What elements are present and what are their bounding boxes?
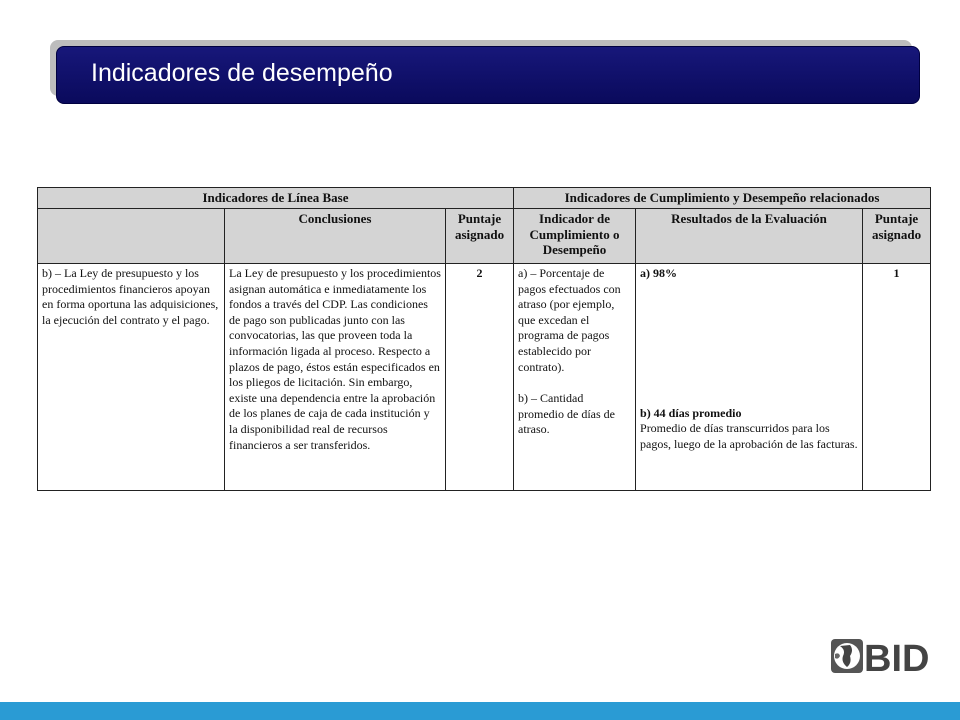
column-header-score-baseline: Puntaje asignado <box>446 209 514 264</box>
logo-text: BID <box>864 638 930 676</box>
slide-title: Indicadores de desempeño <box>91 59 393 87</box>
result-a-text: a) 98% <box>640 266 678 280</box>
cell-indicator <box>514 264 636 491</box>
table-group-header-row <box>38 188 931 209</box>
table-row <box>38 264 931 491</box>
group-header-performance: Indicadores de Cumplimiento y Desempeño relacionados <box>514 188 931 209</box>
bid-logo <box>830 636 930 676</box>
column-header-score-performance: Puntaje asignado <box>863 209 931 264</box>
result-b-title: b) 44 días promedio <box>640 405 742 420</box>
table-column-header-row <box>38 209 931 264</box>
globe-icon <box>831 639 863 673</box>
cell-baseline-indicator: b) – La Ley de presupuesto y los procedimientos financieros apoyan en forma oportuna las adquisiciones, la ejecución del contrato y el pago. <box>38 264 225 491</box>
cell-conclusions: La Ley de presupuesto y los procedimientos asignan automática e inmediatamente los fondos a través del CDP. Las condiciones de pago son publicadas junto con las convocatorias, las que proveen toda la información ligada al proceso. Respecto a plazos de pago, éstos están especificados en los pliegos de licitación. Sin embargo, existe una dependencia entre la aprobación de los planes de caja de cada institución y la disponibilidad real de recursos financieros a ser transferidos. <box>225 264 446 491</box>
column-header-results: Resultados de la Evaluación <box>636 209 863 264</box>
performance-indicators-table <box>37 187 931 491</box>
column-header-indicator: Indicador de Cumplimiento o Desempeño <box>514 209 636 264</box>
title-bar <box>56 46 920 104</box>
indicator-a-text: a) – Porcentaje de pagos efectuados con atraso (por ejemplo, que excedan el programa de pagos establecido por contrato). <box>518 266 621 374</box>
group-header-baseline: Indicadores de Línea Base <box>38 188 514 209</box>
cell-results <box>636 264 863 491</box>
column-header-empty <box>38 209 225 264</box>
column-header-conclusions: Conclusiones <box>225 209 446 264</box>
result-b-text: Promedio de días transcurridos para los pagos, luego de la aprobación de las facturas. <box>640 421 858 451</box>
indicator-b-text: b) – Cantidad promedio de días de atraso. <box>518 391 615 437</box>
cell-score-baseline: 2 <box>446 264 514 491</box>
footer-bar <box>0 702 960 720</box>
cell-score-performance: 1 <box>863 264 931 491</box>
